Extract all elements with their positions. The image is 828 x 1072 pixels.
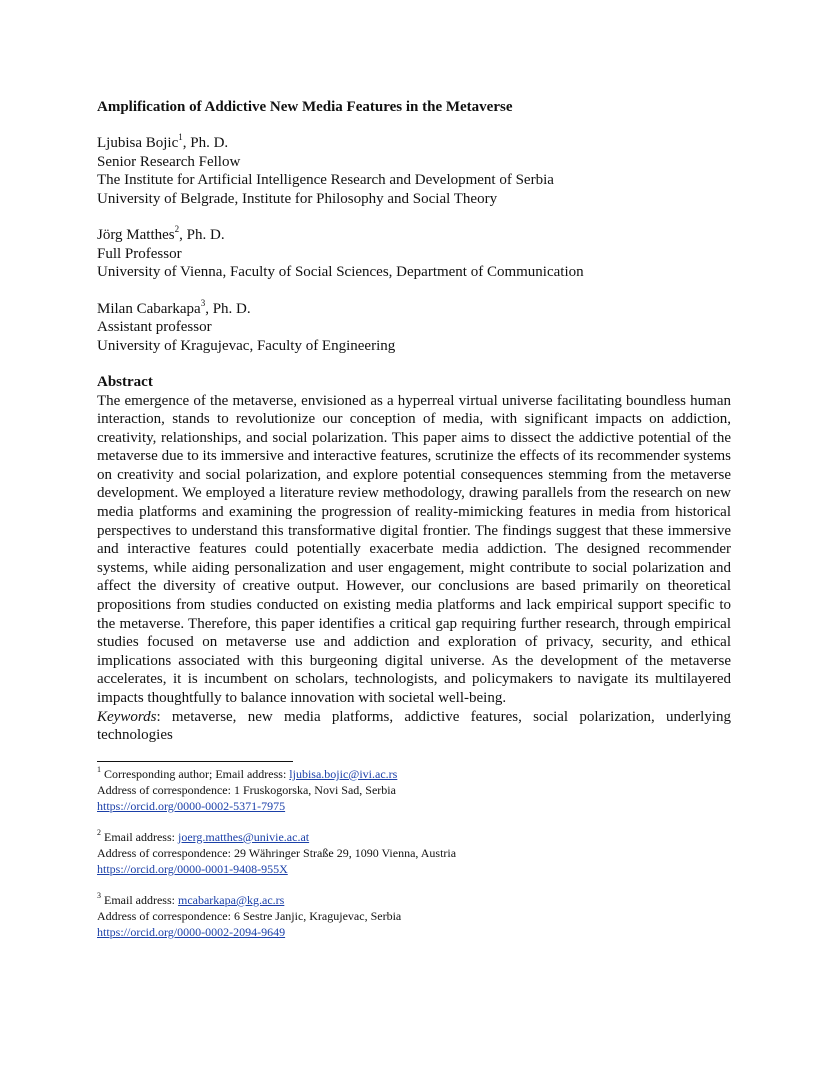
author-affiliation: University of Kragujevac, Faculty of Engineering — [97, 337, 396, 354]
author-name: Ljubisa Bojic — [97, 135, 179, 151]
keywords-label: Keywords — [97, 708, 157, 725]
paper-page — [97, 98, 731, 955]
email-link[interactable]: joerg.matthes@univie.ac.at — [177, 829, 310, 844]
author-position: Full Professor — [97, 245, 182, 262]
orcid-link[interactable]: https://orcid.org/0000-0002-2094-9649 — [97, 924, 286, 939]
abstract-heading: Abstract — [97, 374, 153, 390]
email-link[interactable]: ljubisa.bojic@ivi.ac.rs — [289, 766, 398, 781]
footnote-address: Address of correspondence: 29 Währinger Straße 29, 1090 Vienna, Austria — [97, 845, 457, 860]
footnote-1 — [97, 766, 731, 814]
author-name: Jörg Matthes — [97, 227, 175, 243]
footnote-marker: 1 — [178, 132, 183, 142]
footnote-email-label: Corresponding author; Email address: — [101, 766, 290, 781]
author-block-2 — [97, 226, 731, 282]
footnote-marker: 3 — [200, 297, 206, 308]
author-name-line — [97, 297, 731, 319]
footnote-2 — [97, 829, 731, 877]
author-position: Assistant professor — [97, 319, 212, 335]
author-degree: , Ph. D. — [182, 135, 229, 151]
paper-title: Amplification of Addictive New Media Features in the Metaverse — [97, 99, 513, 115]
orcid-link[interactable]: https://orcid.org/0000-0002-5371-7975 — [97, 798, 286, 813]
author-name-line — [97, 226, 731, 245]
footnote-marker: 2 — [174, 224, 180, 234]
footnote-marker: 2 — [97, 827, 101, 837]
author-affiliation: The Institute for Artificial Intelligence Research and Development of Serbia — [97, 172, 554, 188]
author-name-line — [97, 134, 731, 153]
author-degree: , Ph. D. — [179, 227, 225, 243]
email-link[interactable]: mcabarkapa@kg.ac.rs — [177, 892, 285, 907]
author-affiliation: University of Belgrade, Institute for Philosophy and Social Theory — [97, 190, 498, 207]
footnote-email-label: Email address: — [101, 829, 178, 844]
footnote-address: Address of correspondence: 1 Fruskogorska, Novi Sad, Serbia — [97, 782, 396, 797]
keywords-line — [97, 708, 731, 745]
author-name: Milan Cabarkapa — [97, 300, 201, 317]
footnote-3 — [97, 892, 731, 940]
footnote-marker: 3 — [97, 890, 101, 900]
abstract-text: The emergence of the metaverse, envisioned as a hyperreal virtual universe facilitating boundless human interaction, stands to revolutionize our conception of media, with significant impacts on addiction, creativity, relationships, and social polarization. This paper aims to dissect the addictive potential of the metaverse due to its immersive and interactive features, scrutinize the effects of its recommender systems on creativity and social polarization, and explore potential consequences stemming from the metaverse development. We employed a literature review methodology, drawing parallels from the research on new media platforms and examining the progression of reality-mimicking features in media from historical perspectives to understand this transformative digital frontier. The findings suggest that these immersive and interactive features could potentially exacerbate media addiction. The designed recommender systems, while aiding personalization and user engagement, might contribute to social polarization and affect the diversity of creative output. However, our conclusions are based primarily on theoretical propositions from studies conducted on existing media platforms and lack empirical support specific to the metaverse. Therefore, this paper identifies a critical gap requiring further research, through empirical studies focused on metaverse use and addiction and exploration of privacy, security, and ethical implications associated with this burgeoning digital universe. As the development of the metaverse accelerates, it is incumbent on scholars, technologists, and policymakers to navigate its multilayered impacts thoughtfully to balance innovation with societal well-being. — [97, 392, 731, 706]
footnote-separator — [97, 761, 293, 762]
author-block-3 — [97, 297, 731, 356]
author-block-1 — [97, 134, 731, 208]
author-affiliation: University of Vienna, Faculty of Social Sciences, Department of Communication — [97, 264, 584, 280]
author-position: Senior Research Fellow — [97, 153, 241, 170]
footnote-marker: 1 — [97, 764, 101, 774]
footnote-address: Address of correspondence: 6 Sestre Janjic, Kragujevac, Serbia — [97, 908, 402, 923]
footnote-email-label: Email address: — [101, 892, 178, 907]
keywords-text: : metaverse, new media platforms, addictive features, social polarization, underlying technologies — [97, 708, 731, 744]
author-degree: , Ph. D. — [205, 300, 251, 317]
orcid-link[interactable]: https://orcid.org/0000-0001-9408-955X — [97, 861, 288, 876]
